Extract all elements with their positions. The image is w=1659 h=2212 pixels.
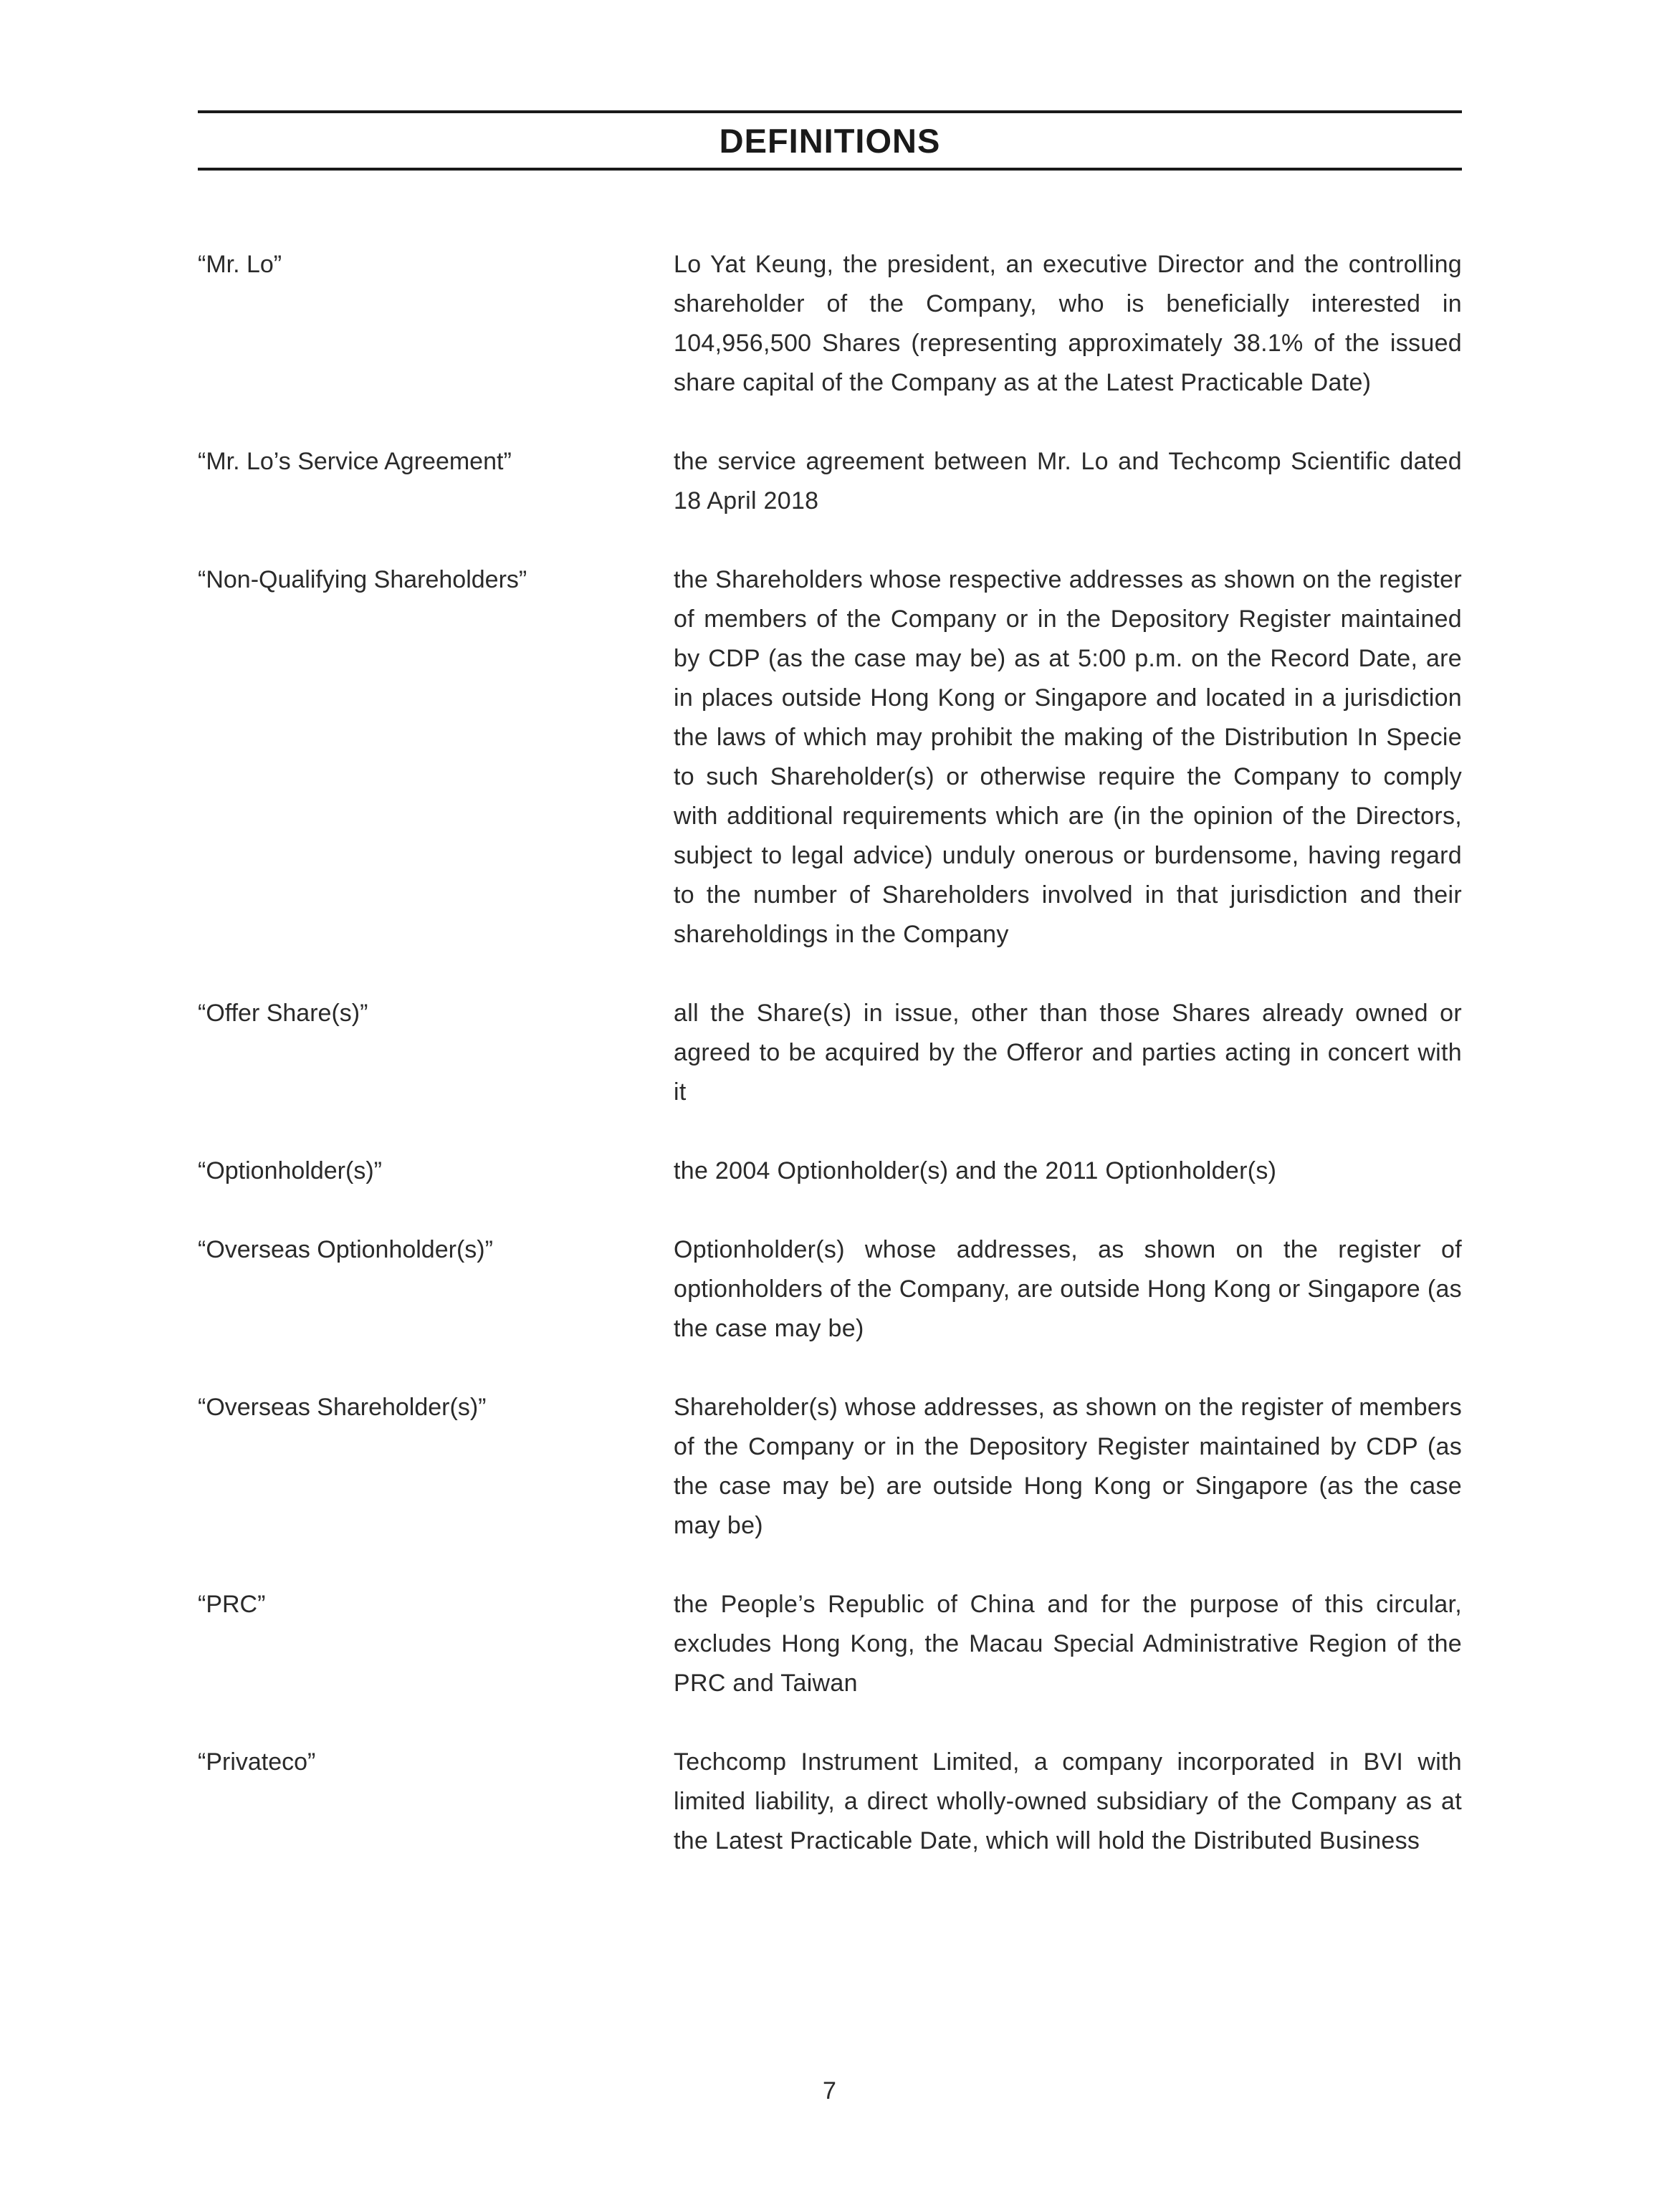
- definition-entry: [198, 442, 1462, 521]
- definition-text: Lo Yat Keung, the president, an executive Director and the controlling shareholder of the Company, who is beneficially interested in 104,956,500 Shares (representing approximately 38.1% of the issued share capital of the Company as at the Latest Practicable Date): [674, 251, 1462, 396]
- page-header: [198, 110, 1462, 171]
- definition-entry: [198, 1743, 1462, 1861]
- definition-entry: [198, 1152, 1462, 1191]
- definition-text: the People’s Republic of China and for the purpose of this circular, excludes Hong Kong, the Macau Special Administrative Region of the PRC and Taiwan: [674, 1591, 1462, 1697]
- definition-text: Optionholder(s) whose addresses, as shown on the register of optionholders of the Company, are outside Hong Kong or Singapore (as the case may be): [674, 1236, 1462, 1342]
- definition-text: the Shareholders whose respective addresses as shown on the register of members of the Company or in the Depository Register maintained by CDP (as the case may be) as at 5:00 p.m. on the Record Date, are in places outside Hong Kong or Singapore and located in a jurisdiction the laws of which may prohibit the making of the Distribution In Specie to such Shareholder(s) or otherwise require the Company to comply with additional requirements which are (in the opinion of the Directors, subject to legal advice) unduly onerous or burdensome, having regard to the number of Shareholders involved in that jurisdiction and their shareholdings in the Company: [674, 566, 1462, 948]
- definition-text: the 2004 Optionholder(s) and the 2011 Optionholder(s): [674, 1157, 1277, 1184]
- definition-term: “Overseas Optionholder(s)”: [198, 1236, 493, 1263]
- definition-term: “Non-Qualifying Shareholders”: [198, 566, 527, 593]
- definition-term: “Privateco”: [198, 1748, 316, 1776]
- definition-text: the service agreement between Mr. Lo and Techcomp Scientific dated 18 April 2018: [674, 448, 1462, 514]
- definition-term: “Mr. Lo’s Service Agreement”: [198, 448, 512, 475]
- definition-text: Techcomp Instrument Limited, a company incorporated in BVI with limited liability, a direct wholly-owned subsidiary of the Company as at the Latest Practicable Date, which will hold the Distributed Business: [674, 1748, 1462, 1854]
- definition-term: “Overseas Shareholder(s)”: [198, 1394, 487, 1421]
- definition-entry: [198, 994, 1462, 1112]
- definition-term: “PRC”: [198, 1591, 266, 1618]
- definition-text: all the Share(s) in issue, other than those Shares already owned or agreed to be acquired by the Offeror and parties acting in concert with it: [674, 1000, 1462, 1106]
- definition-entry: [198, 245, 1462, 403]
- definition-entry: [198, 560, 1462, 954]
- definition-entry: [198, 1388, 1462, 1546]
- definitions-list: [198, 245, 1462, 1900]
- page-title: DEFINITIONS: [719, 122, 941, 160]
- definition-entry: [198, 1230, 1462, 1349]
- definition-text: Shareholder(s) whose addresses, as shown on the register of members of the Company or in the Depository Register maintained by CDP (as the case may be) are outside Hong Kong or Singapore (as the case may be): [674, 1394, 1462, 1539]
- definition-term: “Optionholder(s)”: [198, 1157, 382, 1184]
- page-number: 7: [823, 2077, 836, 2105]
- definition-entry: [198, 1585, 1462, 1703]
- definition-term: “Offer Share(s)”: [198, 1000, 368, 1027]
- definition-term: “Mr. Lo”: [198, 251, 282, 278]
